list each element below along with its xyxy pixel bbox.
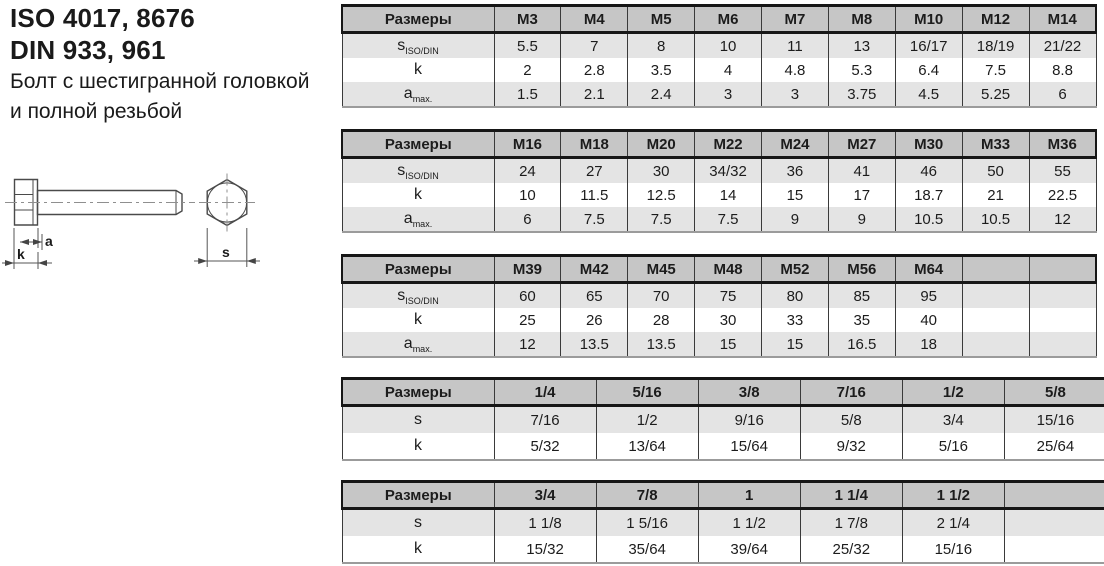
dim-label-k: k <box>17 246 25 262</box>
dimension-value-cell: 70 <box>628 283 695 309</box>
row-label-symbol: k <box>414 61 422 78</box>
row-label-symbol: s <box>414 514 422 531</box>
row-label <box>342 207 494 232</box>
dimension-value-cell: 25 <box>494 308 561 332</box>
dimension-value-cell: 55 <box>1029 158 1096 184</box>
table-row <box>342 406 1104 434</box>
dimension-value-cell: 9 <box>828 207 895 232</box>
dimension-value-cell: 1.5 <box>494 82 561 107</box>
size-column-header: M33 <box>962 131 1029 158</box>
dimension-value-cell: 13/64 <box>596 433 698 460</box>
dimension-value-cell: 60 <box>494 283 561 309</box>
table-row <box>342 158 1096 184</box>
dimension-value-cell <box>1029 308 1096 332</box>
dimension-value-cell: 13 <box>828 33 895 59</box>
dimension-value-cell: 35 <box>828 308 895 332</box>
dimension-value-cell: 15 <box>762 183 829 207</box>
row-label-symbol: a <box>403 85 413 102</box>
size-column-header: M36 <box>1029 131 1096 158</box>
table-row <box>342 308 1096 332</box>
dimension-value-cell: 80 <box>762 283 829 309</box>
dimension-value-cell: 15/64 <box>698 433 800 460</box>
row-label <box>342 433 494 460</box>
bolt-side-view <box>5 180 195 226</box>
dimension-value-cell: 2 1/4 <box>902 509 1004 537</box>
row-label-symbol: s <box>397 162 406 179</box>
size-column-header: M18 <box>561 131 628 158</box>
dimension-value-cell: 4 <box>695 58 762 82</box>
table-row <box>342 183 1096 207</box>
size-column-header: M27 <box>828 131 895 158</box>
row-label-subscript: max. <box>412 344 433 354</box>
dimension-value-cell: 3.5 <box>628 58 695 82</box>
row-label-symbol: k <box>414 311 422 328</box>
dimension-value-cell: 7 <box>561 33 628 59</box>
dimension-value-cell: 15 <box>695 332 762 357</box>
row-label <box>342 536 494 563</box>
size-column-header: 7/8 <box>596 482 698 509</box>
table-row <box>342 58 1096 82</box>
row-label-subscript: ISO/DIN <box>405 171 439 181</box>
title-block <box>10 2 309 126</box>
table-corner-header: Размеры <box>342 482 494 509</box>
imperial-table-three-quarter-to-one-and-half <box>341 480 1104 564</box>
dimension-value-cell: 7.5 <box>628 207 695 232</box>
dim-label-a: a <box>45 233 53 249</box>
size-column-header: M24 <box>762 131 829 158</box>
table-row <box>342 207 1096 232</box>
row-label-symbol: k <box>414 540 422 557</box>
dimension-value-cell: 11.5 <box>561 183 628 207</box>
table-row <box>342 33 1096 59</box>
dimension-value-cell: 95 <box>895 283 962 309</box>
dimension-value-cell: 12 <box>1029 207 1096 232</box>
dimension-value-cell: 15/16 <box>1004 406 1104 434</box>
dimension-value-cell: 8.8 <box>1029 58 1096 82</box>
dimension-value-cell: 13.5 <box>561 332 628 357</box>
size-column-header <box>962 256 1029 283</box>
dimension-value-cell <box>962 308 1029 332</box>
row-label <box>342 509 494 537</box>
size-column-header: M3 <box>494 6 561 33</box>
dimension-table <box>341 480 1104 564</box>
size-column-header: 1 1/2 <box>902 482 1004 509</box>
size-column-header: 3/8 <box>698 379 800 406</box>
size-column-header: M10 <box>895 6 962 33</box>
bolt-technical-drawing <box>0 166 300 286</box>
size-column-header: M48 <box>695 256 762 283</box>
dimension-value-cell <box>1004 509 1104 537</box>
dimension-value-cell: 36 <box>762 158 829 184</box>
dimension-value-cell: 25/32 <box>800 536 902 563</box>
size-column-header: 1 1/4 <box>800 482 902 509</box>
row-label-symbol: s <box>397 287 406 304</box>
size-column-header: 5/16 <box>596 379 698 406</box>
size-column-header: M64 <box>895 256 962 283</box>
row-label-symbol: s <box>414 411 422 428</box>
size-column-header: M7 <box>762 6 829 33</box>
standard-iso-title: ISO 4017, 8676 <box>10 3 195 33</box>
size-column-header: M42 <box>561 256 628 283</box>
dimension-value-cell: 30 <box>628 158 695 184</box>
dimension-value-cell: 5/16 <box>902 433 1004 460</box>
dimension-value-cell: 2.8 <box>561 58 628 82</box>
dimension-value-cell: 11 <box>762 33 829 59</box>
dimension-value-cell: 40 <box>895 308 962 332</box>
row-label-symbol: k <box>414 437 422 454</box>
dimension-value-cell: 1 7/8 <box>800 509 902 537</box>
dimension-value-cell: 26 <box>561 308 628 332</box>
dimension-value-cell: 10 <box>695 33 762 59</box>
size-column-header: M5 <box>628 6 695 33</box>
row-label-subscript: ISO/DIN <box>405 46 439 56</box>
row-label-subscript: ISO/DIN <box>405 296 439 306</box>
size-column-header: 1/2 <box>902 379 1004 406</box>
row-label <box>342 82 494 107</box>
dimension-value-cell: 9/32 <box>800 433 902 460</box>
dimension-value-cell: 9/16 <box>698 406 800 434</box>
dimension-value-cell: 7.5 <box>561 207 628 232</box>
dimension-value-cell: 28 <box>628 308 695 332</box>
dimension-value-cell: 34/32 <box>695 158 762 184</box>
size-column-header: M16 <box>494 131 561 158</box>
imperial-table-quarter-to-five-eighths <box>341 377 1104 461</box>
metric-table-m39-m64 <box>341 254 1097 358</box>
dimension-value-cell: 5/32 <box>494 433 596 460</box>
size-column-header: 1/4 <box>494 379 596 406</box>
dimension-value-cell: 10.5 <box>962 207 1029 232</box>
size-column-header: M52 <box>762 256 829 283</box>
size-column-header <box>1004 482 1104 509</box>
dimension-value-cell: 4.8 <box>762 58 829 82</box>
dimension-value-cell: 35/64 <box>596 536 698 563</box>
dimension-value-cell: 7.5 <box>962 58 1029 82</box>
size-column-header: M45 <box>628 256 695 283</box>
table-corner-header: Размеры <box>342 379 494 406</box>
dimension-value-cell: 16/17 <box>895 33 962 59</box>
dimension-value-cell: 6 <box>494 207 561 232</box>
row-label <box>342 33 494 59</box>
dimension-value-cell: 25/64 <box>1004 433 1104 460</box>
size-column-header: M12 <box>962 6 1029 33</box>
row-label-symbol: a <box>403 335 413 352</box>
dimension-value-cell: 1 5/16 <box>596 509 698 537</box>
dimension-value-cell: 22.5 <box>1029 183 1096 207</box>
metric-table-m16-m36 <box>341 129 1097 233</box>
size-column-header: M4 <box>561 6 628 33</box>
dimension-table <box>341 4 1097 108</box>
dimension-value-cell: 24 <box>494 158 561 184</box>
dimension-value-cell: 9 <box>762 207 829 232</box>
dimension-value-cell: 15/32 <box>494 536 596 563</box>
dimension-value-cell: 39/64 <box>698 536 800 563</box>
row-label <box>342 283 494 309</box>
description-line-2: и полной резьбой <box>10 100 183 123</box>
size-column-header: 7/16 <box>800 379 902 406</box>
dimension-value-cell: 6.4 <box>895 58 962 82</box>
dimension-table <box>341 377 1104 461</box>
dimension-a <box>20 228 53 250</box>
dimension-value-cell: 1 1/8 <box>494 509 596 537</box>
dimension-value-cell: 21 <box>962 183 1029 207</box>
dimension-value-cell: 5/8 <box>800 406 902 434</box>
dimension-value-cell <box>1029 283 1096 309</box>
dimension-value-cell: 1/2 <box>596 406 698 434</box>
dimension-value-cell: 17 <box>828 183 895 207</box>
dimension-value-cell: 15/16 <box>902 536 1004 563</box>
dimension-value-cell: 5.5 <box>494 33 561 59</box>
size-column-header: M56 <box>828 256 895 283</box>
table-row <box>342 82 1096 107</box>
dimension-value-cell: 15 <box>762 332 829 357</box>
dimension-value-cell <box>1029 332 1096 357</box>
table-row <box>342 283 1096 309</box>
dimension-value-cell: 46 <box>895 158 962 184</box>
row-label <box>342 332 494 357</box>
row-label <box>342 308 494 332</box>
dimension-value-cell: 2 <box>494 58 561 82</box>
dim-label-s: s <box>222 244 230 260</box>
dimension-value-cell: 14 <box>695 183 762 207</box>
size-column-header <box>1029 256 1096 283</box>
dimension-value-cell: 75 <box>695 283 762 309</box>
size-column-header: 3/4 <box>494 482 596 509</box>
dimension-value-cell: 27 <box>561 158 628 184</box>
dimension-value-cell: 10.5 <box>895 207 962 232</box>
size-column-header: M30 <box>895 131 962 158</box>
dimension-value-cell: 65 <box>561 283 628 309</box>
dimension-table <box>341 129 1097 233</box>
dimension-value-cell: 3 <box>762 82 829 107</box>
dimension-value-cell: 12 <box>494 332 561 357</box>
size-column-header: M6 <box>695 6 762 33</box>
dimension-value-cell: 13.5 <box>628 332 695 357</box>
dimension-value-cell: 2.1 <box>561 82 628 107</box>
dimension-value-cell: 18.7 <box>895 183 962 207</box>
dimension-value-cell: 4.5 <box>895 82 962 107</box>
dimension-value-cell: 7.5 <box>695 207 762 232</box>
size-column-header: M22 <box>695 131 762 158</box>
dimension-value-cell: 10 <box>494 183 561 207</box>
dimension-value-cell: 41 <box>828 158 895 184</box>
size-column-header: M39 <box>494 256 561 283</box>
table-corner-header: Размеры <box>342 6 494 33</box>
table-corner-header: Размеры <box>342 256 494 283</box>
dimension-value-cell <box>1004 536 1104 563</box>
row-label-subscript: max. <box>412 219 433 229</box>
dimension-value-cell: 50 <box>962 158 1029 184</box>
standard-din-title: DIN 933, 961 <box>10 35 166 65</box>
size-column-header: 5/8 <box>1004 379 1104 406</box>
dimension-value-cell: 3/4 <box>902 406 1004 434</box>
bolt-head-hex-view <box>199 174 255 233</box>
dimension-value-cell: 30 <box>695 308 762 332</box>
size-column-header: M14 <box>1029 6 1096 33</box>
size-column-header: 1 <box>698 482 800 509</box>
dimension-value-cell: 3.75 <box>828 82 895 107</box>
dimension-value-cell: 6 <box>1029 82 1096 107</box>
row-label-symbol: s <box>397 37 406 54</box>
row-label <box>342 58 494 82</box>
dimension-value-cell: 1 1/2 <box>698 509 800 537</box>
metric-table-m3-m14 <box>341 4 1097 108</box>
size-column-header: M8 <box>828 6 895 33</box>
dimension-table <box>341 254 1097 358</box>
dimension-value-cell: 18/19 <box>962 33 1029 59</box>
table-row <box>342 433 1104 460</box>
dimension-value-cell: 7/16 <box>494 406 596 434</box>
row-label <box>342 183 494 207</box>
row-label-symbol: k <box>414 186 422 203</box>
description-line-1: Болт с шестигранной головкой <box>10 70 310 93</box>
dimension-value-cell <box>962 332 1029 357</box>
dimension-value-cell: 21/22 <box>1029 33 1096 59</box>
dimension-value-cell: 5.3 <box>828 58 895 82</box>
size-column-header: M20 <box>628 131 695 158</box>
row-label-subscript: max. <box>412 94 433 104</box>
row-label-symbol: a <box>403 210 413 227</box>
dimension-value-cell: 33 <box>762 308 829 332</box>
dimension-value-cell: 2.4 <box>628 82 695 107</box>
table-row <box>342 536 1104 563</box>
row-label <box>342 158 494 184</box>
dimension-value-cell <box>962 283 1029 309</box>
table-row <box>342 509 1104 537</box>
dimension-value-cell: 18 <box>895 332 962 357</box>
table-corner-header: Размеры <box>342 131 494 158</box>
dimension-value-cell: 85 <box>828 283 895 309</box>
row-label <box>342 406 494 434</box>
dimension-value-cell: 3 <box>695 82 762 107</box>
dimension-s <box>194 228 260 267</box>
dimension-value-cell: 5.25 <box>962 82 1029 107</box>
dimension-value-cell: 12.5 <box>628 183 695 207</box>
dimension-value-cell: 16.5 <box>828 332 895 357</box>
dimension-value-cell: 8 <box>628 33 695 59</box>
table-row <box>342 332 1096 357</box>
